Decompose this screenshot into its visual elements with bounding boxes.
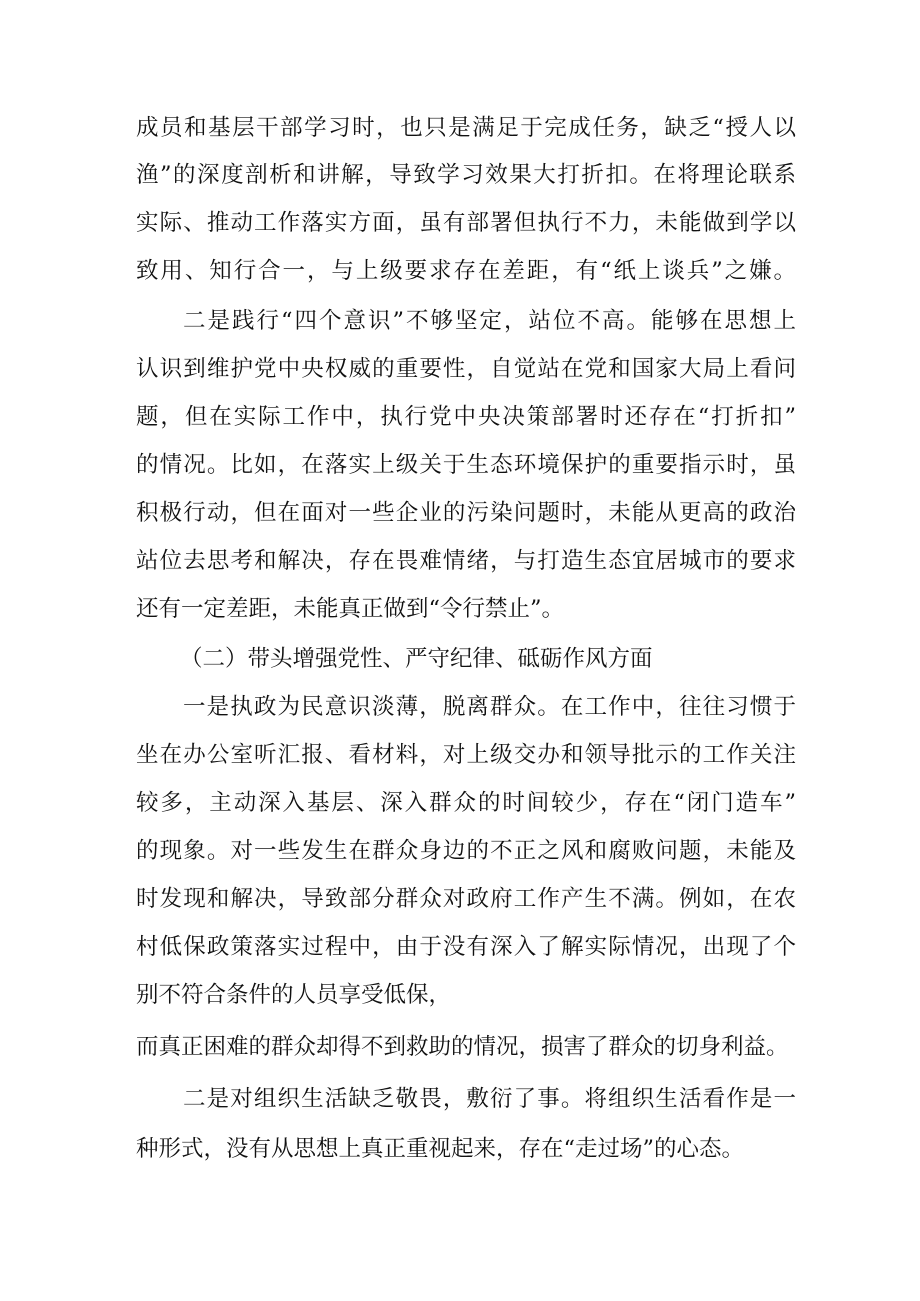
text-line-15: 较多，主动深入基层、深入群众的时间较少，存在“闭门造车” — [136, 790, 796, 816]
text-line-14: 坐在办公室听汇报、看材料，对上级交办和领导批示的工作关注 — [136, 742, 796, 768]
text-line-8: 的情况。比如，在落实上级关于生态环境保护的重要指示时，虽 — [136, 452, 796, 478]
paragraph-start-line: 二是对组织生活缺乏敬畏，敷衍了事。将组织生活看作是一 — [183, 1086, 796, 1112]
text-line-7: 题，但在实际工作中，执行党中央决策部署时还存在“打折扣” — [136, 404, 796, 430]
text-line-10: 站位去思考和解决，存在畏难情绪，与打造生态宜居城市的要求 — [136, 548, 796, 574]
text-line-22: 种形式，没有从思想上真正重视起来，存在“走过场”的心态。 — [136, 1136, 745, 1162]
paragraph-end-line: 而真正困难的群众却得不到救助的情况，损害了群众的切身利益。 — [136, 1034, 789, 1060]
text-line-1: 成员和基层干部学习时，也只是满足于完成任务，缺乏“授人以 — [136, 115, 796, 141]
paragraph-start-line: 一是执政为民意识淡薄，脱离群众。在工作中，往往习惯于 — [183, 694, 796, 720]
text-line-4: 致用、知行合一，与上级要求存在差距，有“纸上谈兵”之嫌。 — [136, 258, 796, 284]
text-line-18: 村低保政策落实过程中，由于没有深入了解实际情况，出现了个 — [136, 934, 796, 960]
paragraph-end-line: 还有一定差距，未能真正做到“令行禁止”。 — [136, 596, 565, 622]
text-line-6: 认识到维护党中央权威的重要性，自觉站在党和国家大局上看问 — [136, 356, 796, 382]
text-line-17: 时发现和解决，导致部分群众对政府工作产生不满。例如，在农 — [136, 886, 796, 912]
text-line-16: 的现象。对一些发生在群众身边的不正之风和腐败问题，未能及 — [136, 838, 796, 864]
text-line-19: 别不符合条件的人员享受低保， — [136, 982, 452, 1008]
text-line-9: 积极行动，但在面对一些企业的污染问题时，未能从更高的政治 — [136, 500, 796, 526]
text-line-2: 渔”的深度剖析和讲解，导致学习效果大打折扣。在将理论联系 — [136, 162, 796, 188]
paragraph-start-line: 二是践行“四个意识”不够坚定，站位不高。能够在思想上 — [183, 308, 796, 334]
text-line-3: 实际、推动工作落实方面，虽有部署但执行不力，未能做到学以 — [136, 210, 796, 236]
section-heading: （二）带头增强党性、严守纪律、砥砺作风方面 — [180, 646, 653, 672]
